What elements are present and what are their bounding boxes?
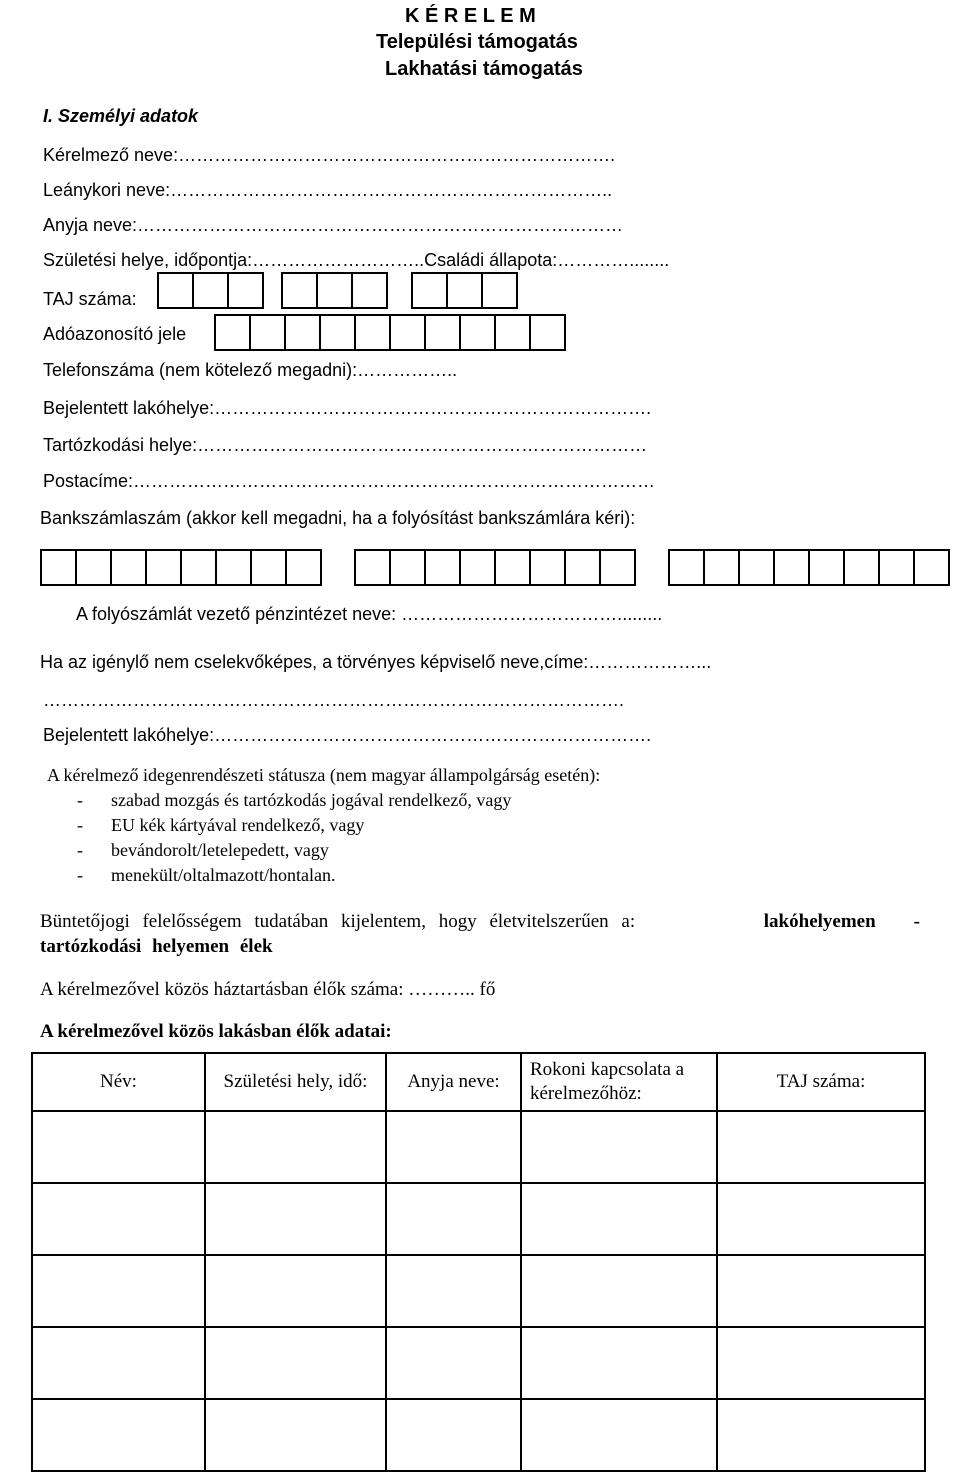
taj-box-group-2[interactable] (281, 272, 388, 309)
table-cell[interactable] (717, 1399, 925, 1471)
bank-name-field[interactable]: A folyószámlát vezető pénzintézet neve: ………………………………......... (76, 604, 663, 624)
digit-box[interactable] (424, 549, 461, 586)
household-members-table (31, 1052, 926, 1472)
table-cell[interactable] (32, 1111, 205, 1183)
table-row[interactable] (32, 1399, 925, 1471)
table-cell[interactable] (717, 1183, 925, 1255)
digit-box[interactable] (459, 314, 496, 351)
digit-box[interactable] (703, 549, 740, 586)
table-cell[interactable] (205, 1183, 386, 1255)
tax-id-label: Adóazonosító jele (43, 324, 187, 344)
table-cell[interactable] (717, 1327, 925, 1399)
table-cell[interactable] (32, 1399, 205, 1471)
digit-box[interactable] (110, 549, 147, 586)
digit-box[interactable] (808, 549, 845, 586)
header-relation: Rokoni kapcsolata a kérelmezőhöz: (521, 1053, 717, 1111)
residence-field[interactable]: Tartózkodási helye:………………………………………………………………… (43, 435, 648, 455)
table-row[interactable] (32, 1255, 925, 1327)
digit-box[interactable] (843, 549, 880, 586)
registered-address-field[interactable]: Bejelentett lakóhelye:………………………………………………………………. (43, 398, 652, 418)
mother-name-field[interactable]: Anyja neve:……………………………………………………………………… (43, 215, 624, 235)
form-subtitle-settlement: Települési támogatás (376, 31, 578, 53)
guardian-field-continued[interactable]: ……………………………………………………………………………………. (43, 690, 625, 710)
bank-account-group-3[interactable] (668, 549, 950, 586)
table-cell[interactable] (32, 1183, 205, 1255)
digit-box[interactable] (411, 272, 448, 309)
digit-box[interactable] (424, 314, 461, 351)
digit-box[interactable] (351, 272, 388, 309)
digit-box[interactable] (354, 549, 391, 586)
taj-box-group-1[interactable] (157, 272, 264, 309)
postal-address-field[interactable]: Postacíme:…………………………………………………………………………… (43, 471, 656, 491)
household-count-field[interactable]: A kérelmezővel közös háztartásban élők száma: ……….. fő (40, 979, 496, 1000)
table-cell[interactable] (386, 1327, 521, 1399)
table-cell[interactable] (205, 1255, 386, 1327)
digit-box[interactable] (494, 549, 531, 586)
table-cell[interactable] (717, 1111, 925, 1183)
header-name: Név: (32, 1053, 205, 1111)
digit-box[interactable] (157, 272, 194, 309)
table-row[interactable] (32, 1111, 925, 1183)
digit-box[interactable] (192, 272, 229, 309)
digit-box[interactable] (281, 272, 318, 309)
table-cell[interactable] (386, 1183, 521, 1255)
taj-label: TAJ száma: (43, 289, 137, 309)
bank-account-group-2[interactable] (354, 549, 636, 586)
digit-box[interactable] (215, 549, 252, 586)
guardian-field[interactable]: Ha az igénylő nem cselekvőképes, a törvényes képviselő neve,címe:………………... (40, 652, 712, 672)
digit-box[interactable] (878, 549, 915, 586)
tax-id-boxes[interactable] (214, 314, 566, 351)
declaration-dash: - (913, 911, 920, 932)
status-option-dash: - (77, 815, 83, 835)
table-cell[interactable] (521, 1399, 717, 1471)
digit-box[interactable] (668, 549, 705, 586)
header-birth: Születési hely, idő: (205, 1053, 386, 1111)
digit-box[interactable] (145, 549, 182, 586)
digit-box[interactable] (284, 314, 321, 351)
form-title: K É R E L E M (405, 5, 536, 27)
table-cell[interactable] (386, 1399, 521, 1471)
digit-box[interactable] (316, 272, 353, 309)
table-cell[interactable] (205, 1111, 386, 1183)
digit-box[interactable] (529, 549, 566, 586)
form-subtitle-housing: Lakhatási támogatás (385, 58, 583, 80)
table-cell[interactable] (32, 1327, 205, 1399)
digit-box[interactable] (354, 314, 391, 351)
applicant-name-field[interactable]: Kérelmező neve:………………………………………………………………. (43, 145, 616, 165)
table-cell[interactable] (205, 1399, 386, 1471)
digit-box[interactable] (738, 549, 775, 586)
table-cell[interactable] (205, 1327, 386, 1399)
status-option-dash: - (77, 790, 83, 810)
header-taj: TAJ száma: (717, 1053, 925, 1111)
table-cell[interactable] (521, 1327, 717, 1399)
section-heading: I. Személyi adatok (43, 106, 199, 126)
status-option-dash: - (77, 865, 83, 885)
declaration-option-residence[interactable]: lakóhelyemen (763, 911, 876, 932)
declaration-text (40, 911, 920, 933)
table-cell[interactable] (386, 1255, 521, 1327)
digit-box[interactable] (389, 314, 426, 351)
digit-box[interactable] (180, 549, 217, 586)
digit-box[interactable] (214, 314, 251, 351)
digit-box[interactable] (319, 314, 356, 351)
declaration-option-stay[interactable]: tartózkodási helyemen élek (40, 936, 273, 957)
phone-field[interactable]: Telefonszáma (nem kötelező megadni):…………….. (43, 360, 458, 380)
digit-box[interactable] (599, 549, 636, 586)
header-mother: Anyja neve: (386, 1053, 521, 1111)
digit-box[interactable] (227, 272, 264, 309)
digit-box[interactable] (75, 549, 112, 586)
digit-box[interactable] (459, 549, 496, 586)
digit-box[interactable] (446, 272, 483, 309)
status-option: szabad mozgás és tartózkodás jogával rendelkező, vagy (111, 790, 512, 810)
table-cell[interactable] (521, 1111, 717, 1183)
table-row[interactable] (32, 1327, 925, 1399)
digit-box[interactable] (249, 314, 286, 351)
status-option: EU kék kártyával rendelkező, vagy (111, 815, 365, 835)
bank-account-group-1[interactable] (40, 549, 322, 586)
digit-box[interactable] (494, 314, 531, 351)
table-cell[interactable] (521, 1255, 717, 1327)
table-cell[interactable] (386, 1111, 521, 1183)
digit-box[interactable] (564, 549, 601, 586)
taj-box-group-3[interactable] (411, 272, 518, 309)
table-cell[interactable] (717, 1255, 925, 1327)
digit-box[interactable] (285, 549, 322, 586)
status-option-dash: - (77, 840, 83, 860)
digit-box[interactable] (389, 549, 426, 586)
status-intro: A kérelmező idegenrendészeti státusza (nem magyar állampolgárság esetén): (47, 765, 601, 785)
table-title: A kérelmezővel közös lakásban élők adatai: (40, 1021, 392, 1042)
digit-box[interactable] (773, 549, 810, 586)
bank-account-label: Bankszámlaszám (akkor kell megadni, ha a folyósítást bankszámlára kéri): (40, 508, 636, 528)
status-option: menekült/oltalmazott/hontalan. (111, 865, 336, 885)
table-cell[interactable] (521, 1183, 717, 1255)
table-header-row (32, 1053, 925, 1111)
birth-place-field[interactable]: Születési helye, időpontja:………………………..Családi állapota:…………........ (43, 250, 670, 270)
digit-box[interactable] (40, 549, 77, 586)
maiden-name-field[interactable]: Leánykori neve:……………………………………………………………….. (43, 180, 613, 200)
table-cell[interactable] (32, 1255, 205, 1327)
table-row[interactable] (32, 1183, 925, 1255)
digit-box[interactable] (481, 272, 518, 309)
declaration-intro: Büntetőjogi felelősségem tudatában kijelentem, hogy életvitelszerűen a: (40, 911, 636, 932)
digit-box[interactable] (913, 549, 950, 586)
digit-box[interactable] (250, 549, 287, 586)
digit-box[interactable] (529, 314, 566, 351)
status-option: bevándorolt/letelepedett, vagy (111, 840, 329, 860)
guardian-address-field[interactable]: Bejelentett lakóhelye:………………………………………………………………. (43, 725, 652, 745)
